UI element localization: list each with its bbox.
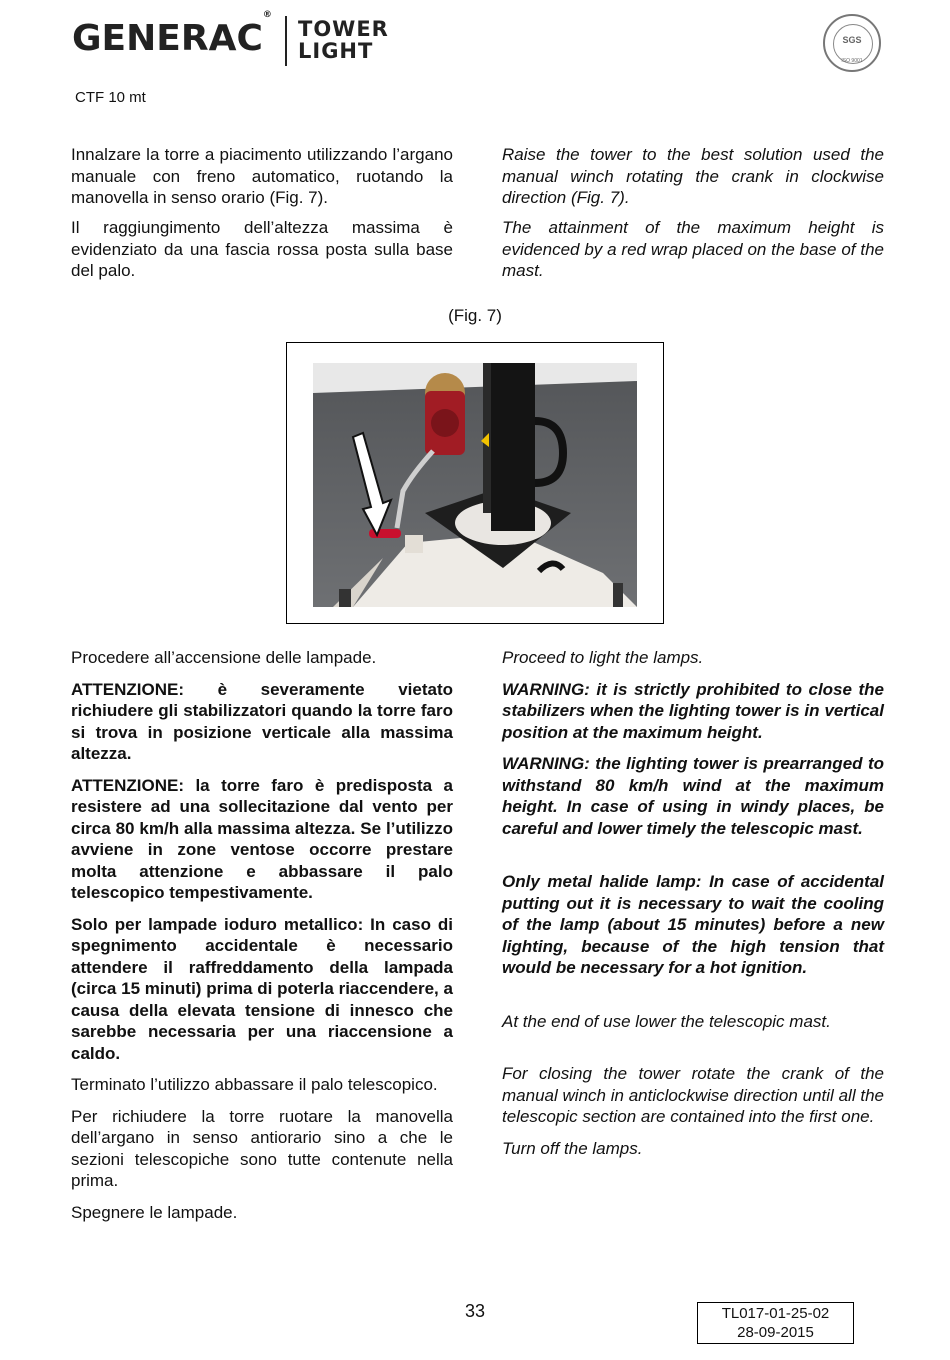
document-date: 28-09-2015 [737, 1324, 814, 1341]
note-paragraph: Solo per lampade ioduro metallico: In caso di spegnimento accidentale è necessario attendere il raffreddamento della lampada (circa 15 minuti) prima di poterla riaccendere, a causa della elevata tensione di innesco che sarebbe necessaria per una riaccensione a caldo. [71, 914, 453, 1063]
paragraph: Proceed to light the lamps. [502, 648, 704, 667]
paragraph: At the end of use lower the telescopic mast. [502, 1011, 831, 1031]
top-italian-column [71, 144, 453, 282]
warning-paragraph: WARNING: the lighting tower is prearranged to withstand 80 km/h wind at the maximum height. In case of using in windy places, be careful and lower timely the telescopic mast. [502, 754, 884, 838]
figure-caption: (Fig. 7) [448, 306, 502, 325]
seal-text: SGS [842, 35, 862, 45]
document-code-box [697, 1302, 854, 1344]
paragraph: Il raggiungimento dell’altezza massima è evidenziato da una fascia rossa posta sulla base del palo. [71, 218, 453, 280]
paragraph: Terminato l’utilizzo abbassare il palo telescopico. [71, 1075, 438, 1094]
tower-light-photo [313, 363, 637, 607]
paragraph: Turn off the lamps. [502, 1138, 643, 1158]
note-paragraph: Only metal halide lamp: In case of accidental putting out it is necessary to wait the cooling of the lamp (about 15 minutes) before a new lighting, because of the high tension that would be necessary for a hot ignition. [502, 872, 884, 977]
document-code: TL017-01-25-02 [721, 1305, 830, 1322]
product-line [298, 18, 389, 62]
certification-seal [823, 14, 881, 72]
warning-paragraph: ATTENZIONE: è severamente vietato richiudere gli stabilizzatori quando la torre faro si trova in posizione verticale alla massima altezza. [71, 679, 453, 763]
model-label: CTF 10 mt [75, 89, 146, 106]
seal-subtext: ISO 9001 [841, 58, 863, 64]
bottom-english-column [502, 647, 884, 1159]
paragraph: Spegnere le lampade. [71, 1202, 238, 1222]
paragraph: Raise the tower to the best solution used the manual winch rotating the crank in clockwise direction (Fig. 7). [502, 145, 884, 207]
brand-name: GENERAC® [72, 10, 272, 59]
paragraph: Per richiudere la torre ruotare la manovella dell’argano in senso antiorario sino a che le sezioni telescopiche sono tutte contenute nella prima. [71, 1106, 453, 1190]
top-english-column [502, 144, 884, 282]
page-number: 33 [464, 1301, 486, 1321]
logo-divider [285, 16, 287, 66]
product-line-2: LIGHT [298, 39, 374, 63]
generac-logo [72, 10, 432, 72]
paragraph: Innalzare la torre a piacimento utilizzando l’argano manuale con freno automatico, ruotando la manovella in senso orario (Fig. 7). [71, 145, 453, 207]
paragraph: Procedere all’accensione delle lampade. [71, 648, 377, 667]
warning-paragraph: ATTENZIONE: la torre faro è predisposta a resistere ad una sollecitazione dal vento per circa 80 km/h alla massima altezza. Se l’utilizzo avviene in zone ventose occorre prestare molta attenzione e abbassare il palo telescopico tempestivamente. [71, 775, 453, 902]
figure-frame [286, 342, 664, 624]
warning-paragraph: WARNING: it is strictly prohibited to close the stabilizers when the lighting tower is in vertical position at the maximum height. [502, 679, 884, 742]
bottom-italian-column [71, 647, 453, 1223]
paragraph: The attainment of the maximum height is evidenced by a red wrap placed on the base of the mast. [502, 218, 884, 280]
paragraph: For closing the tower rotate the crank of the manual winch in anticlockwise direction until all the telescopic section are contained into the first one. [502, 1064, 884, 1126]
product-line-1: TOWER [298, 17, 389, 41]
